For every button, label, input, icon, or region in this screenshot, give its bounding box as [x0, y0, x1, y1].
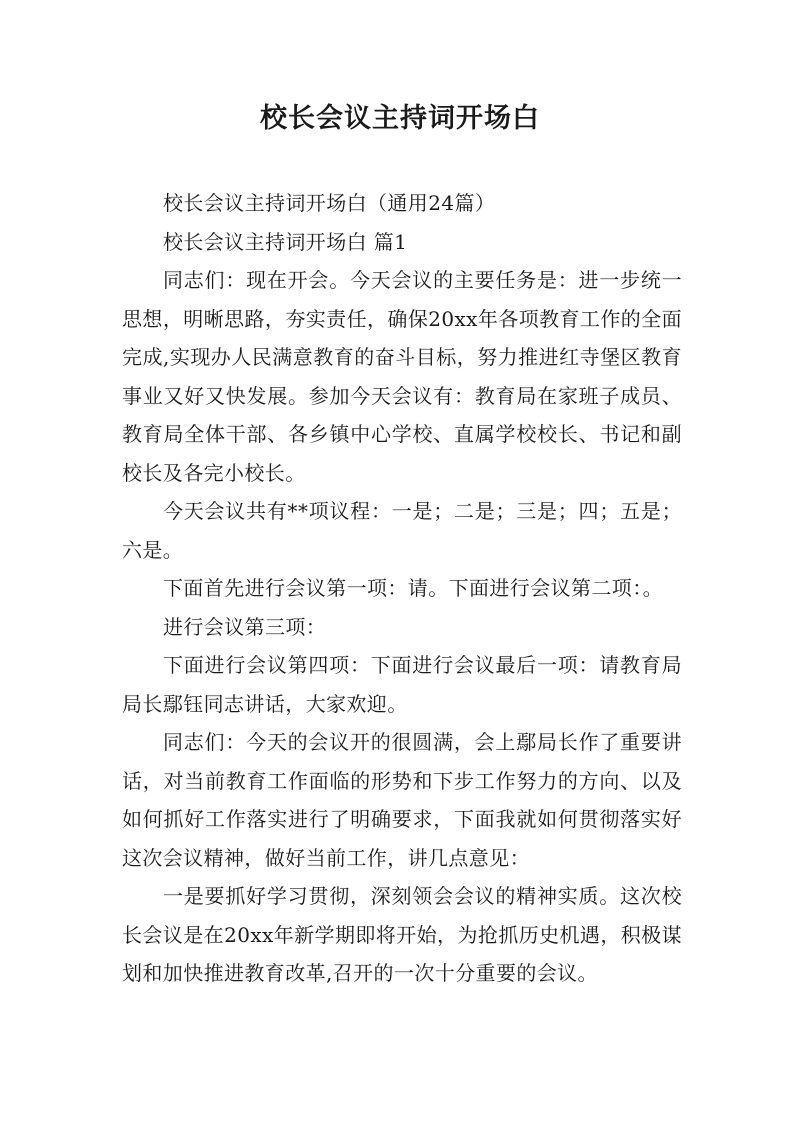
body-paragraph: 进行会议第三项： [163, 614, 327, 639]
document-body [122, 184, 682, 993]
subtitle-paragraph: 校长会议主持词开场白（通用24篇） [163, 191, 496, 215]
document-title: 校长会议主持词开场白 [260, 103, 540, 134]
section-heading: 校长会议主持词开场白 篇1 [163, 229, 408, 254]
body-paragraph: 一是要抓好学习贯彻，深刻领会会议的精神实质。这次校长会议是在20xx年新学期即将开始，为抢抓历史机遇，积极谋划和加快推进教育改革,召开的一次十分重要的会议。 [122, 884, 682, 985]
body-paragraph: 下面进行会议第四项：下面进行会议最后一项：请教育局局长鄢钰同志讲话，大家欢迎。 [122, 653, 682, 716]
body-paragraph: 今天会议共有**项议程：一是；二是；三是；四；五是；六是。 [122, 499, 682, 562]
body-paragraph: 同志们：今天的会议开的很圆满，会上鄢局长作了重要讲话，对当前教育工作面临的形势和下步工作努力的方向、以及如何抓好工作落实进行了明确要求，下面我就如何贯彻落实好这次会议精神，做好当前工作，讲几点意见： [122, 730, 682, 870]
body-paragraph: 同志们：现在开会。今天会议的主要任务是：进一步统一思想，明晰思路，夯实责任，确保20xx年各项教育工作的全面完成,实现办人民满意教育的奋斗目标，努力推进红寺堡区教育事业又好又快发展。参加今天会议有：教育局在家班子成员、教育局全体干部、各乡镇中心学校、直属学校校长、书记和副校长及各完小校长。 [122, 268, 682, 485]
body-paragraph: 下面首先进行会议第一项：请。下面进行会议第二项：。 [163, 576, 663, 600]
